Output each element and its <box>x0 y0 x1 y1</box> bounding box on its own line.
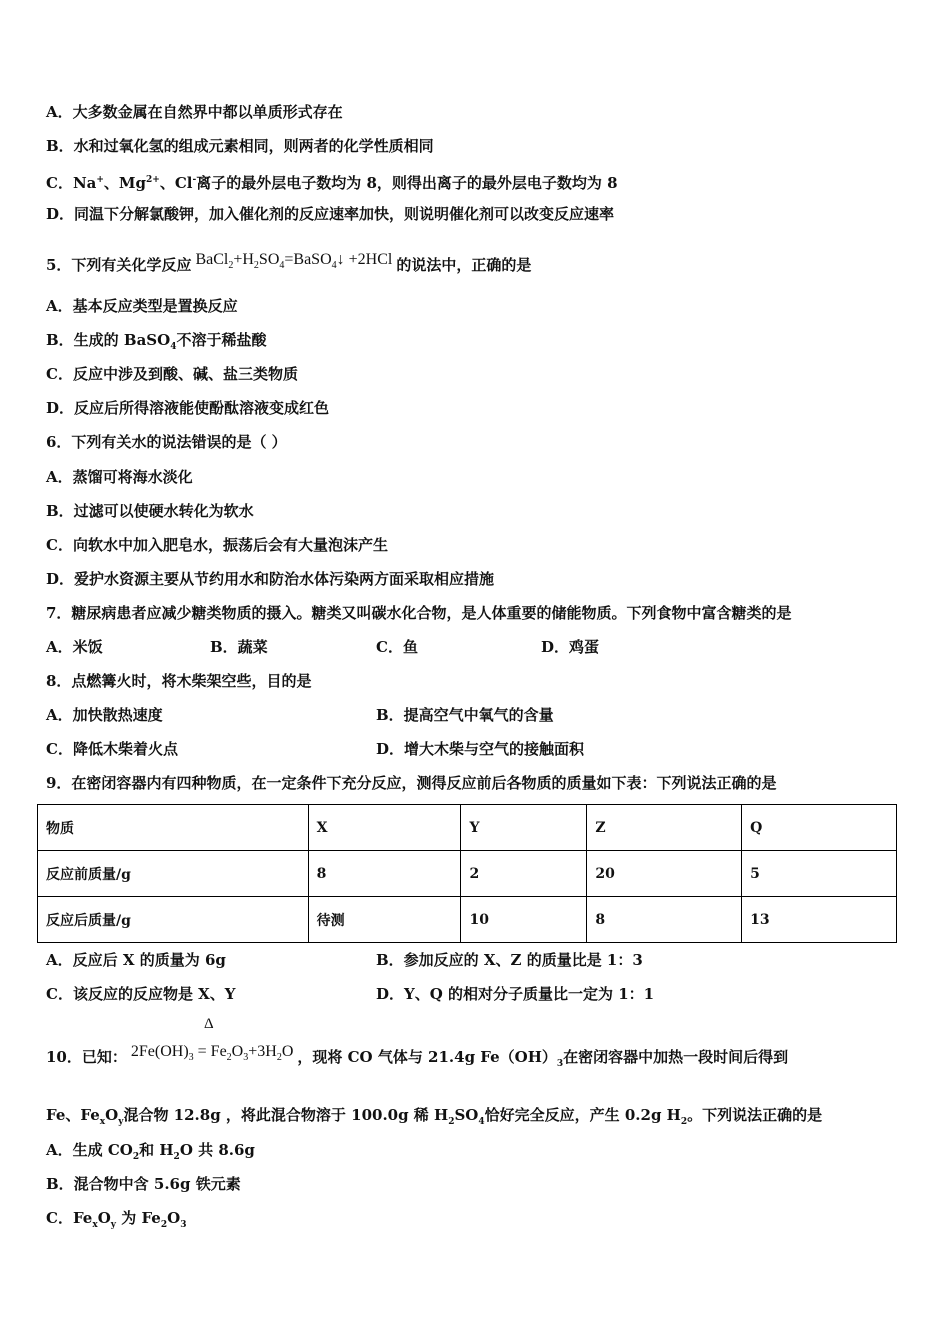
table-cell: Y <box>461 805 587 851</box>
table-cell: 5 <box>742 851 897 897</box>
q5-option-c: C．反应中涉及到酸、碱、盐三类物质 <box>46 365 298 383</box>
table-cell: Q <box>742 805 897 851</box>
q5-option-d: D．反应后所得溶液能使酚酞溶液变成红色 <box>46 399 330 417</box>
q5-option-a: A．基本反应类型是置换反应 <box>46 297 238 315</box>
q9-option-a: A．反应后 X 的质量为 6g <box>46 951 226 969</box>
q4-option-d: D．同温下分解氯酸钾，加入催化剂的反应速率加快，则说明催化剂可以改变反应速率 <box>46 205 615 223</box>
table-cell: 2 <box>461 851 587 897</box>
table-row <box>38 851 897 897</box>
q10-stem-line2: Fe、$Fe_xO_y$混合物 12.8g ，将此混合物溶于 100.0g 稀 $H_2SO_4$恰好完全反应，产生 0.2g $H_2$。下列说法正确的是 <box>46 1106 823 1127</box>
q5-stem: 5．下列有关化学反应 $BaCl_2+H_2SO_4=BaSO_4↓ +2HCl$ 的说法中，正确的是 <box>46 250 531 276</box>
table-cell: 8 <box>308 851 461 897</box>
q9-stem: 9．在密闭容器内有四种物质，在一定条件下充分反应，测得反应前后各物质的质量如下表：下列说法正确的是 <box>46 774 777 792</box>
q10-option-c: C．$Fe_xO_y$ 为 $Fe_2O_3$ <box>46 1209 187 1230</box>
q7-option-a: A．米饭 <box>46 638 103 656</box>
q9-option-d: D．Y、Q 的相对分子质量比一定为 1：1 <box>376 985 655 1003</box>
q6-stem: 6．下列有关水的说法错误的是（ ） <box>46 433 287 451</box>
table-cell: 13 <box>742 897 897 943</box>
q7-option-c: C．鱼 <box>376 638 418 656</box>
q6-option-a: A．蒸馏可将海水淡化 <box>46 468 193 486</box>
table-cell: 待测 <box>308 897 461 943</box>
q9-option-b: B．参加反应的 X、Z 的质量比是 1：3 <box>376 951 643 969</box>
table-cell: Z <box>587 805 742 851</box>
q10-option-a: A．生成 $CO_2$和 $H_2O$ 共 8.6g <box>46 1141 255 1162</box>
q9-option-c: C．该反应的反应物是 X、Y <box>46 985 236 1003</box>
q9-mass-table <box>37 804 897 943</box>
q8-option-c: C．降低木柴着火点 <box>46 740 178 758</box>
table-cell: 反应后质量/g <box>38 897 309 943</box>
table-cell: 反应前质量/g <box>38 851 309 897</box>
q8-stem: 8．点燃篝火时，将木柴架空些，目的是 <box>46 672 312 690</box>
q5-option-b: B．生成的 BaSO$_4$不溶于稀盐酸 <box>46 331 267 352</box>
q6-option-b: B．过滤可以使硬水转化为软水 <box>46 502 254 520</box>
q4-option-c: C．Na+、$Mg^{2+}$、Cl-离子的最外层电子数均为 8，则得出离子的最外层电子数均为 8 <box>46 174 618 192</box>
table-cell: 20 <box>587 851 742 897</box>
delta-symbol: Δ <box>204 1016 214 1032</box>
q10-formula: $2Fe(OH)_3 = Fe_2O_3+3H_2O$ <box>130 1043 294 1064</box>
table-cell: 物质 <box>38 805 309 851</box>
q4-option-b: B．水和过氧化氢的组成元素相同，则两者的化学性质相同 <box>46 137 434 155</box>
q10-option-b: B．混合物中含 5.6g 铁元素 <box>46 1175 241 1193</box>
q8-option-d: D．增大木柴与空气的接触面积 <box>376 740 585 758</box>
q8-option-a: A．加快散热速度 <box>46 706 163 724</box>
table-row <box>38 897 897 943</box>
q7-option-b: B．蔬菜 <box>210 638 268 656</box>
table-cell: 8 <box>587 897 742 943</box>
q4-option-a: A．大多数金属在自然界中都以单质形式存在 <box>46 103 343 121</box>
table-cell: 10 <box>461 897 587 943</box>
q5-formula: $BaCl_2+H_2SO_4=BaSO_4↓ +2HCl$ <box>195 251 393 272</box>
q7-stem: 7．糖尿病患者应减少糖类物质的摄入。糖类又叫碳水化合物，是人体重要的储能物质。下列食物中富含糖类的是 <box>46 604 792 622</box>
q10-stem: 10．已知： $2Fe(OH)_3 = Fe_2O_3+3H_2O$ ，现将 CO 气体与 21.4g $Fe(OH)_3$在密闭容器中加热一段时间后得到 <box>46 1043 789 1069</box>
q8-option-b: B．提高空气中氧气的含量 <box>376 706 554 724</box>
table-header-row <box>38 805 897 851</box>
q6-option-c: C．向软水中加入肥皂水，振荡后会有大量泡沫产生 <box>46 536 388 554</box>
q7-option-d: D．鸡蛋 <box>541 638 600 656</box>
q6-option-d: D．爱护水资源主要从节约用水和防治水体污染两方面采取相应措施 <box>46 570 495 588</box>
table-cell: X <box>308 805 461 851</box>
